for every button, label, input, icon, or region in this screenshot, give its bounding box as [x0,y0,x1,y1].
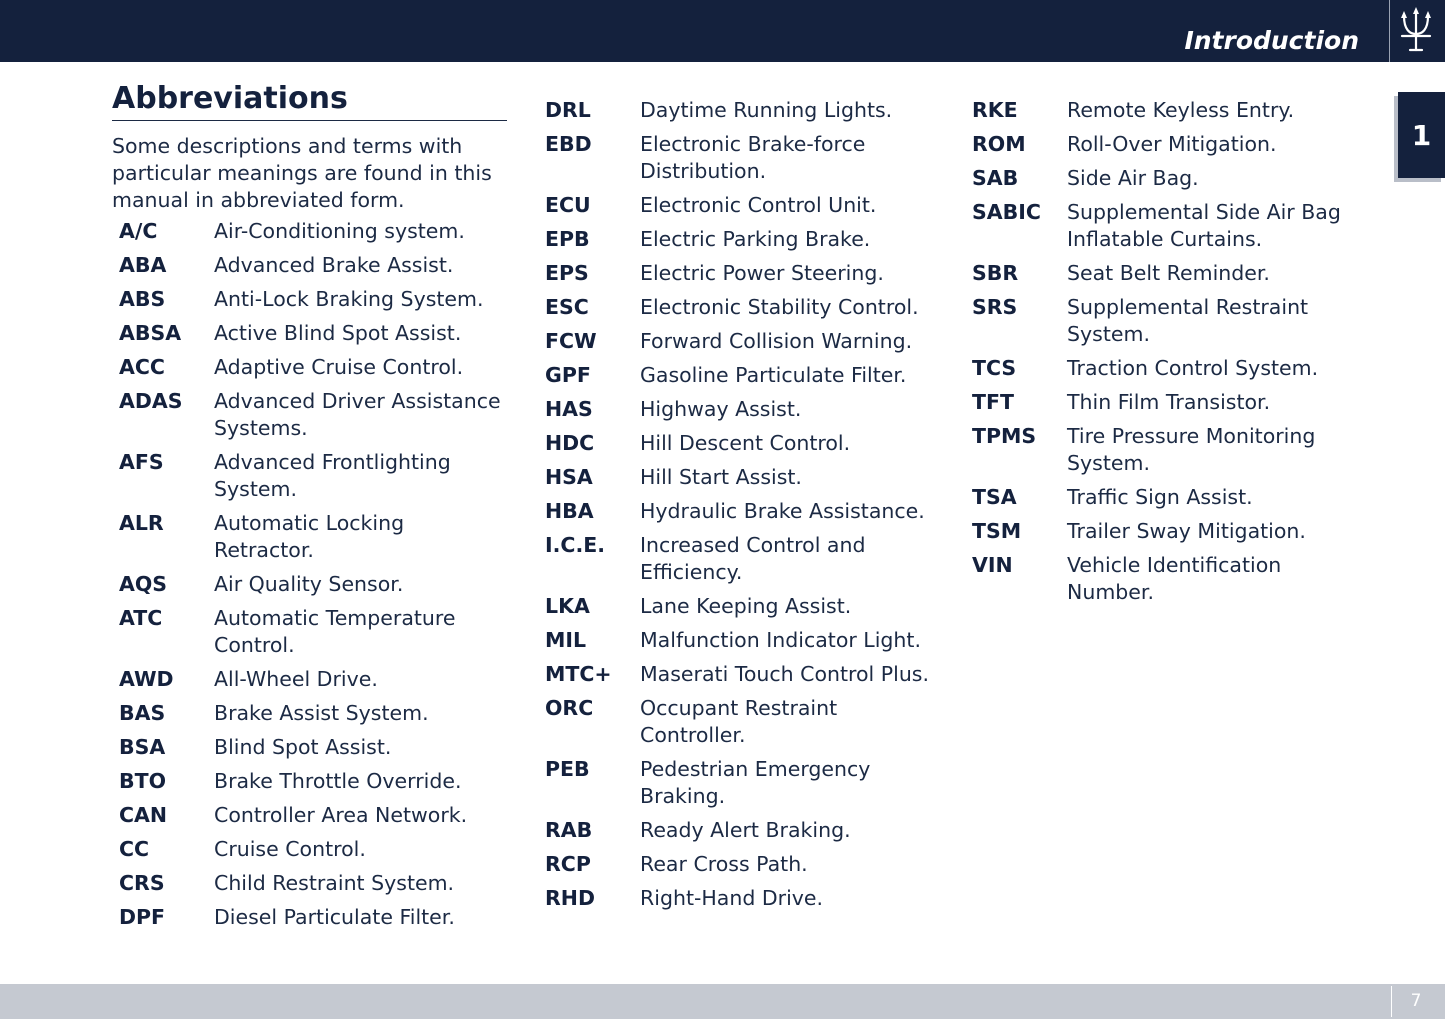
abbreviation-definition: Controller Area Network. [214,803,468,827]
abbreviation-term: BAS [119,701,166,725]
abbreviation-definition: Maserati Touch Control Plus. [640,662,930,686]
abbreviation-definition: Supplemental Side Air Bag Inflatable Curtains. [1067,200,1341,251]
intro-text: Some descriptions and terms with particular meanings are found in this manual in abbreviated form. [112,134,492,212]
abbreviation-term: LKA [545,594,590,618]
abbreviation-entry [119,700,507,727]
abbreviation-entry [545,362,935,389]
abbreviation-definition: Advanced Brake Assist. [214,253,454,277]
abbreviation-term: ABSA [119,321,182,345]
abbreviation-entry [545,851,935,878]
abbreviation-entry [545,532,935,586]
abbreviation-term: EPB [545,227,590,251]
abbreviation-term: CRS [119,871,165,895]
abbreviation-term: RCP [545,852,591,876]
abbreviation-definition: Hill Start Assist. [640,465,802,489]
abbreviation-term: HAS [545,397,593,421]
abbreviation-term: RAB [545,818,593,842]
abbreviation-entry [972,165,1352,192]
abbreviation-definition: Automatic Locking Retractor. [214,511,405,562]
abbreviation-definition: Roll-Over Mitigation. [1067,132,1277,156]
abbreviation-definition: Brake Throttle Override. [214,769,462,793]
page-number: 7 [1410,991,1422,1011]
abbreviation-term: ABS [119,287,166,311]
abbreviation-entry [972,552,1352,606]
abbreviation-definition: Vehicle Identification Number. [1067,553,1282,604]
abbreviation-definition: Advanced Driver Assistance Systems. [214,389,501,440]
abbreviation-entry [972,260,1352,287]
abbreviation-entry [545,885,935,912]
abbreviation-term: TFT [972,390,1014,414]
abbreviation-definition: Brake Assist System. [214,701,429,725]
abbreviation-definition: Automatic Temperature Control. [214,606,456,657]
abbreviation-entry [545,294,935,321]
abbreviation-term: ATC [119,606,163,630]
abbreviation-term: CC [119,837,150,861]
abbreviation-term: TSA [972,485,1017,509]
trident-icon [1396,6,1436,56]
abbreviation-term: ROM [972,132,1026,156]
abbreviation-definition: Rear Cross Path. [640,852,808,876]
abbreviation-definition: Cruise Control. [214,837,366,861]
abbreviation-term: VIN [972,553,1013,577]
abbreviation-entry [545,192,935,219]
abbreviation-term: PEB [545,757,590,781]
abbreviation-definition: Blind Spot Assist. [214,735,392,759]
abbreviation-entry [545,430,935,457]
abbreviation-definition: Air Quality Sensor. [214,572,404,596]
abbreviation-definition: Advanced Frontlighting System. [214,450,451,501]
abbreviation-definition: Electronic Brake-force Distribution. [640,132,866,183]
abbreviation-entry [119,768,507,795]
abbreviation-term: A/C [119,219,158,243]
abbreviation-entry [972,131,1352,158]
abbreviation-definition: Side Air Bag. [1067,166,1199,190]
abbreviation-entry [119,802,507,829]
abbreviation-term: MTC+ [545,662,612,686]
page-title: Abbreviations [112,80,507,121]
abbreviation-definition: Anti-Lock Braking System. [214,287,484,311]
abbreviation-term: AQS [119,572,168,596]
abbreviation-term: SBR [972,261,1019,285]
abbreviation-term: RKE [972,98,1018,122]
abbreviation-entry [972,423,1352,477]
abbreviation-term: BSA [119,735,166,759]
abbreviation-list [972,97,1352,606]
abbreviation-term: TSM [972,519,1022,543]
abbreviation-entry [972,484,1352,511]
abbreviation-entry [545,593,935,620]
abbreviation-entry [119,836,507,863]
abbreviation-entry [119,510,507,564]
abbreviation-term: I.C.E. [545,533,606,557]
abbreviation-term: ESC [545,295,589,319]
abbreviation-definition: Ready Alert Braking. [640,818,851,842]
abbreviation-term: HSA [545,465,593,489]
abbreviation-definition: Child Restraint System. [214,871,455,895]
abbreviation-term: TPMS [972,424,1037,448]
abbreviation-term: ECU [545,193,591,217]
column-1 [112,80,507,938]
abbreviation-term: CAN [119,803,168,827]
abbreviation-definition: Occupant Restraint Controller. [640,696,838,747]
abbreviation-definition: Traction Control System. [1067,356,1319,380]
abbreviation-definition: Forward Collision Warning. [640,329,913,353]
abbreviation-term: ALR [119,511,164,535]
abbreviation-entry [972,294,1352,348]
abbreviation-entry [972,97,1352,124]
abbreviation-entry [545,756,935,810]
abbreviation-definition: Electric Parking Brake. [640,227,871,251]
abbreviation-entry [972,355,1352,382]
abbreviation-definition: Electronic Control Unit. [640,193,877,217]
abbreviation-list [545,97,935,912]
abbreviation-definition: Adaptive Cruise Control. [214,355,464,379]
abbreviation-definition: Hydraulic Brake Assistance. [640,499,925,523]
abbreviation-definition: Malfunction Indicator Light. [640,628,921,652]
abbreviation-term: DRL [545,98,591,122]
abbreviation-entry [545,627,935,654]
abbreviation-entry [545,260,935,287]
abbreviation-term: TCS [972,356,1017,380]
chapter-tab[interactable]: 1 [1398,92,1445,178]
abbreviation-list [119,218,507,931]
abbreviation-entry [119,252,507,279]
abbreviation-entry [545,328,935,355]
abbreviation-definition: Diesel Particulate Filter. [214,905,455,929]
abbreviation-entry [545,97,935,124]
abbreviation-definition: Tire Pressure Monitoring System. [1067,424,1316,475]
abbreviation-definition: Pedestrian Emergency Braking. [640,757,871,808]
header-bar [0,0,1445,62]
abbreviation-entry [545,661,935,688]
abbreviation-term: AFS [119,450,164,474]
abbreviation-term: RHD [545,886,595,910]
abbreviation-entry [545,396,935,423]
column-2 [545,97,935,919]
abbreviation-term: SRS [972,295,1018,319]
abbreviation-term: ACC [119,355,165,379]
abbreviation-term: ABA [119,253,167,277]
abbreviation-entry [545,226,935,253]
abbreviation-entry [545,817,935,844]
abbreviation-definition: Electric Power Steering. [640,261,884,285]
abbreviation-term: BTO [119,769,167,793]
abbreviation-term: SAB [972,166,1019,190]
abbreviation-definition: Right-Hand Drive. [640,886,824,910]
footer-bar [0,984,1445,1019]
abbreviation-entry [119,354,507,381]
abbreviation-definition: Supplemental Restraint System. [1067,295,1309,346]
abbreviation-entry [972,389,1352,416]
abbreviation-definition: Trailer Sway Mitigation. [1067,519,1306,543]
abbreviation-definition: Active Blind Spot Assist. [214,321,462,345]
abbreviation-term: DPF [119,905,166,929]
abbreviation-entry [119,218,507,245]
abbreviation-entry [119,666,507,693]
abbreviation-term: EBD [545,132,592,156]
abbreviation-entry [119,734,507,761]
abbreviation-definition: Electronic Stability Control. [640,295,919,319]
abbreviation-entry [119,449,507,503]
abbreviation-entry [119,904,507,931]
abbreviation-definition: Gasoline Particulate Filter. [640,363,907,387]
abbreviation-definition: Daytime Running Lights. [640,98,893,122]
abbreviation-definition: Hill Descent Control. [640,431,851,455]
abbreviation-entry [119,571,507,598]
abbreviation-term: HBA [545,499,594,523]
abbreviation-entry [545,131,935,185]
abbreviation-entry [119,870,507,897]
abbreviation-term: HDC [545,431,595,455]
abbreviation-term: ORC [545,696,594,720]
abbreviation-entry [119,605,507,659]
abbreviation-term: AWD [119,667,174,691]
abbreviation-entry [545,498,935,525]
abbreviation-entry [545,464,935,491]
abbreviation-definition: Thin Film Transistor. [1067,390,1271,414]
column-3 [972,97,1352,613]
abbreviation-term: EPS [545,261,589,285]
abbreviation-definition: Traffic Sign Assist. [1067,485,1253,509]
abbreviation-entry [545,695,935,749]
abbreviation-term: GPF [545,363,591,387]
abbreviation-term: FCW [545,329,597,353]
abbreviation-definition: Remote Keyless Entry. [1067,98,1295,122]
abbreviation-definition: Highway Assist. [640,397,802,421]
section-title: Introduction [1184,26,1359,55]
abbreviation-term: SABIC [972,200,1041,224]
abbreviation-term: ADAS [119,389,183,413]
abbreviation-definition: Seat Belt Reminder. [1067,261,1270,285]
abbreviation-definition: All-Wheel Drive. [214,667,378,691]
abbreviation-entry [119,388,507,442]
abbreviation-entry [119,320,507,347]
abbreviation-entry [119,286,507,313]
abbreviation-definition: Increased Control and Efficiency. [640,533,866,584]
abbreviation-entry [972,518,1352,545]
abbreviation-entry [972,199,1352,253]
abbreviation-definition: Air-Conditioning system. [214,219,465,243]
abbreviation-term: MIL [545,628,587,652]
logo-divider [1389,0,1390,62]
abbreviation-definition: Lane Keeping Assist. [640,594,852,618]
